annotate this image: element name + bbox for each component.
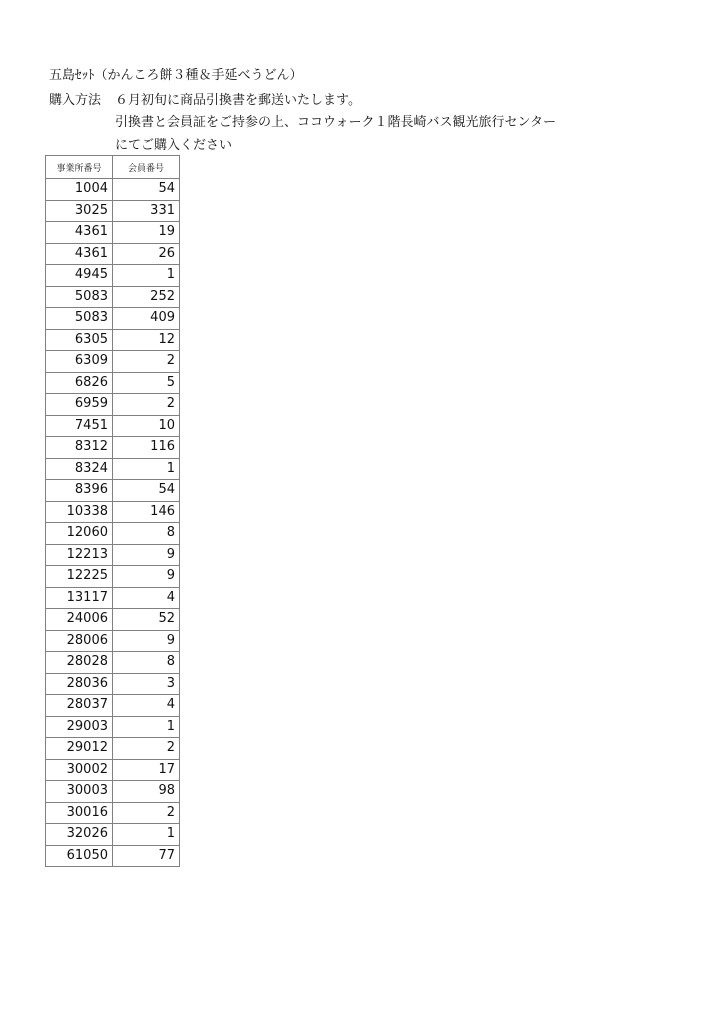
- table-row: [46, 652, 180, 674]
- instruction-line-1: 引換書と会員証をご持参の上、ココウォーク１階長崎バス観光旅行センター: [115, 115, 556, 130]
- table-row: [46, 845, 180, 867]
- table-row: [46, 329, 180, 351]
- table-row: [46, 738, 180, 760]
- member-number-cell: 4: [113, 695, 180, 717]
- office-number-cell: 4361: [46, 222, 113, 244]
- table-row: [46, 781, 180, 803]
- member-number-cell: 146: [113, 501, 180, 523]
- member-number-cell: 52: [113, 609, 180, 631]
- office-number-cell: 30002: [46, 759, 113, 781]
- office-number-cell: 8312: [46, 437, 113, 459]
- member-number-cell: 54: [113, 179, 180, 201]
- member-number-cell: 2: [113, 802, 180, 824]
- office-number-cell: 7451: [46, 415, 113, 437]
- member-number-cell: 9: [113, 630, 180, 652]
- table-row: [46, 716, 180, 738]
- table-row: [46, 415, 180, 437]
- office-number-cell: 12225: [46, 566, 113, 588]
- office-number-cell: 5083: [46, 308, 113, 330]
- office-number-cell: 61050: [46, 845, 113, 867]
- office-number-cell: 24006: [46, 609, 113, 631]
- member-number-cell: 8: [113, 523, 180, 545]
- table-body: [46, 179, 180, 867]
- office-number-cell: 28006: [46, 630, 113, 652]
- office-number-cell: 6826: [46, 372, 113, 394]
- member-number-cell: 2: [113, 351, 180, 373]
- table-row: [46, 286, 180, 308]
- office-number-cell: 6959: [46, 394, 113, 416]
- table-row: [46, 824, 180, 846]
- member-number-cell: 77: [113, 845, 180, 867]
- office-number-cell: 32026: [46, 824, 113, 846]
- member-number-cell: 1: [113, 458, 180, 480]
- member-number-cell: 4: [113, 587, 180, 609]
- table-row: [46, 587, 180, 609]
- office-number-cell: 10338: [46, 501, 113, 523]
- table-row: [46, 222, 180, 244]
- office-number-cell: 6305: [46, 329, 113, 351]
- member-number-cell: 98: [113, 781, 180, 803]
- table-row: [46, 372, 180, 394]
- table-row: [46, 630, 180, 652]
- office-number-cell: 5083: [46, 286, 113, 308]
- table-row: [46, 566, 180, 588]
- office-number-cell: 28037: [46, 695, 113, 717]
- table-row: [46, 458, 180, 480]
- office-number-cell: 12213: [46, 544, 113, 566]
- table-row: [46, 437, 180, 459]
- table-row: [46, 351, 180, 373]
- member-number-cell: 116: [113, 437, 180, 459]
- table-row: [46, 544, 180, 566]
- member-number-cell: 26: [113, 243, 180, 265]
- member-number-cell: 409: [113, 308, 180, 330]
- member-number-cell: 1: [113, 824, 180, 846]
- table-row: [46, 673, 180, 695]
- table-header-row: [46, 156, 180, 179]
- office-number-cell: 8324: [46, 458, 113, 480]
- member-number-cell: 8: [113, 652, 180, 674]
- member-number-cell: 252: [113, 286, 180, 308]
- office-number-cell: 28036: [46, 673, 113, 695]
- table-row: [46, 480, 180, 502]
- member-number-cell: 10: [113, 415, 180, 437]
- office-number-cell: 30003: [46, 781, 113, 803]
- table-row: [46, 501, 180, 523]
- office-number-cell: 3025: [46, 200, 113, 222]
- table-row: [46, 179, 180, 201]
- office-number-cell: 12060: [46, 523, 113, 545]
- member-number-cell: 19: [113, 222, 180, 244]
- member-number-cell: 2: [113, 394, 180, 416]
- table-row: [46, 759, 180, 781]
- office-number-cell: 28028: [46, 652, 113, 674]
- office-number-cell: 30016: [46, 802, 113, 824]
- column-header-member-number: 会員番号: [113, 156, 180, 179]
- member-number-cell: 3: [113, 673, 180, 695]
- member-number-table: [45, 155, 180, 867]
- table-row: [46, 200, 180, 222]
- member-number-cell: 5: [113, 372, 180, 394]
- table-row: [46, 609, 180, 631]
- office-number-cell: 29012: [46, 738, 113, 760]
- purchase-method-label: 購入方法: [49, 93, 102, 108]
- office-number-cell: 4945: [46, 265, 113, 287]
- table-row: [46, 695, 180, 717]
- member-number-cell: 17: [113, 759, 180, 781]
- office-number-cell: 6309: [46, 351, 113, 373]
- instruction-line-2: にてご購入ください: [115, 138, 233, 153]
- column-header-office-number: 事業所番号: [46, 156, 113, 179]
- office-number-cell: 4361: [46, 243, 113, 265]
- member-number-cell: 12: [113, 329, 180, 351]
- office-number-cell: 1004: [46, 179, 113, 201]
- table-row: [46, 523, 180, 545]
- table-row: [46, 394, 180, 416]
- table-row: [46, 265, 180, 287]
- member-number-cell: 9: [113, 566, 180, 588]
- purchase-method-text: ６月初旬に商品引換書を郵送いたします。: [115, 93, 361, 108]
- member-number-cell: 1: [113, 265, 180, 287]
- table-row: [46, 802, 180, 824]
- member-number-cell: 54: [113, 480, 180, 502]
- table-row: [46, 308, 180, 330]
- member-number-cell: 331: [113, 200, 180, 222]
- office-number-cell: 13117: [46, 587, 113, 609]
- member-number-cell: 2: [113, 738, 180, 760]
- table-row: [46, 243, 180, 265]
- office-number-cell: 29003: [46, 716, 113, 738]
- member-number-cell: 1: [113, 716, 180, 738]
- purchase-method-line: [49, 92, 361, 110]
- member-number-cell: 9: [113, 544, 180, 566]
- office-number-cell: 8396: [46, 480, 113, 502]
- document-title: 五島ｾｯﾄ（かんころ餅３種＆手延べうどん）: [49, 68, 303, 83]
